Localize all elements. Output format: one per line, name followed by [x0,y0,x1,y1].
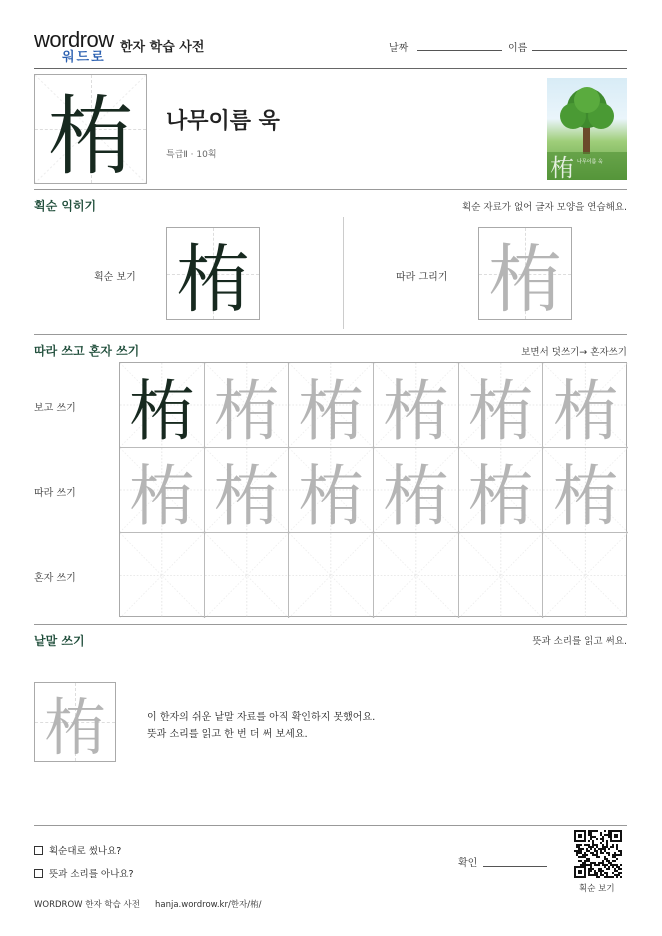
trace-label: 따라 그리기 [396,272,448,283]
practice-character: 栯 [213,457,280,535]
checkbox-icon[interactable] [34,846,43,855]
divider [34,189,627,190]
practice-cell[interactable] [374,363,459,448]
practice-cell[interactable] [459,448,544,533]
checklist-label: 뜻과 소리를 아나요? [49,869,134,880]
brand-logo: wordrow [34,27,114,52]
practice-cell[interactable] [289,363,374,448]
practice-cell[interactable] [120,448,205,533]
stroke-view-label: 획순 보기 [94,272,136,283]
confirm-label: 확인 [458,858,478,869]
practice-character: 栯 [552,457,619,535]
illustration-caption: 나무이름 욱 [577,159,603,165]
practice-cell[interactable] [374,448,459,533]
practice-cell[interactable] [205,533,290,618]
character-meaning: 나무이름 욱 [166,109,280,134]
checklist-label: 획순대로 썼나요? [49,846,122,857]
practice-character: 栯 [128,457,195,535]
row-label-view: 보고 쓰기 [34,403,76,414]
trace-character: 栯 [488,236,562,323]
practice-character: 栯 [213,372,280,450]
practice-cell[interactable] [120,533,205,618]
practice-cell[interactable] [459,363,544,448]
practice-cell[interactable] [543,448,628,533]
main-character-box [34,74,147,187]
checklist-item-strokes[interactable] [34,843,121,857]
brand-logo-sub: 워드로 [62,50,106,65]
name-label: 이름 [508,43,528,54]
practice-character: 栯 [298,457,365,535]
practice-character: 栯 [467,372,534,450]
divider [34,825,627,826]
practice-cell[interactable] [205,363,290,448]
character-grade: 특급Ⅱ · 10획 [166,150,217,160]
practice-character: 栯 [467,457,534,535]
name-field[interactable] [532,50,627,51]
practice-cell[interactable] [374,533,459,618]
document-title: 한자 학습 사전 [120,40,205,55]
checkbox-icon[interactable] [34,869,43,878]
practice-character: 栯 [128,372,195,450]
checklist-item-meaning[interactable] [34,866,134,880]
word-character-box[interactable] [34,682,116,762]
practice-cell[interactable] [459,533,544,618]
word-message-line2: 뜻과 소리를 읽고 한 번 더 써 보세요. [147,729,308,740]
word-message-line1: 이 한자의 쉬운 낱말 자료를 아직 확인하지 못했어요. [147,712,376,723]
footer-brand: WORDROW 한자 학습 사전 [34,900,140,910]
word-section-note: 뜻과 소리를 읽고 써요. [532,636,627,647]
practice-cell[interactable] [543,363,628,448]
qr-label: 획순 보기 [579,884,615,894]
row-label-alone: 혼자 쓰기 [34,573,76,584]
stroke-section-note: 획순 자료가 없어 글자 모양을 연습해요. [462,202,627,213]
illustration-character: 栯 [550,154,574,180]
confirm-field[interactable] [483,866,547,867]
qr-code-icon[interactable] [574,830,622,878]
row-label-trace: 따라 쓰기 [34,488,76,499]
footer-url[interactable]: hanja.wordrow.kr/한자/栯/ [155,900,262,910]
date-field[interactable] [417,50,502,51]
practice-section-title: 따라 쓰고 혼자 쓰기 [34,344,140,358]
tree-illustration [547,78,627,180]
trace-box[interactable] [478,227,572,323]
stroke-section-title: 획순 익히기 [34,199,97,213]
stroke-divider [343,217,344,329]
practice-character: 栯 [298,372,365,450]
date-label: 날짜 [389,43,409,54]
stroke-view-box [166,227,260,323]
practice-section-note: 보면서 덧쓰기→ 혼자쓰기 [521,347,627,358]
practice-cell[interactable] [289,448,374,533]
practice-character: 栯 [552,372,619,450]
practice-cell[interactable] [120,363,205,448]
practice-cell[interactable] [289,533,374,618]
practice-character: 栯 [382,372,449,450]
stroke-view-character: 栯 [176,236,250,323]
main-character: 栯 [47,87,134,187]
practice-cell[interactable] [205,448,290,533]
practice-character: 栯 [382,457,449,535]
word-section-title: 낱말 쓰기 [34,634,85,648]
practice-grid [119,362,627,617]
divider [34,624,627,625]
practice-cell[interactable] [543,533,628,618]
word-trace-character: 栯 [43,690,106,764]
divider [34,334,627,335]
